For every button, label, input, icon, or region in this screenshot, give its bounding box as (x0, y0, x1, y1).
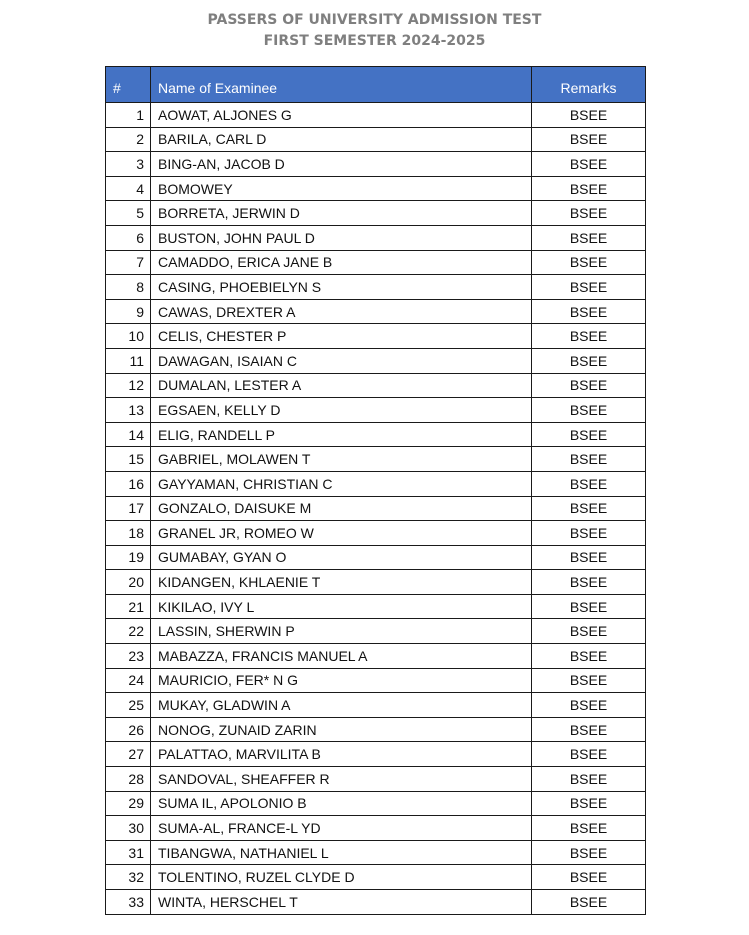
remarks-cell: BSEE (532, 152, 646, 177)
remarks-cell: BSEE (532, 521, 646, 546)
examinee-name-cell: GUMABAY, GYAN O (151, 545, 532, 570)
remarks-cell: BSEE (532, 496, 646, 521)
remarks-cell: BSEE (532, 398, 646, 423)
table-row (106, 422, 646, 447)
remarks-cell: BSEE (532, 127, 646, 152)
remarks-cell: BSEE (532, 422, 646, 447)
examinee-name-cell: TOLENTINO, RUZEL CLYDE D (151, 865, 532, 890)
row-number-cell: 7 (106, 250, 151, 275)
examinee-name-cell: KIKILAO, IVY L (151, 594, 532, 619)
remarks-cell: BSEE (532, 447, 646, 472)
table-row (106, 816, 646, 841)
examinee-name-cell: BING-AN, JACOB D (151, 152, 532, 177)
examinee-name-cell: CASING, PHOEBIELYN S (151, 275, 532, 300)
remarks-cell: BSEE (532, 668, 646, 693)
row-number-cell: 14 (106, 422, 151, 447)
remarks-cell: BSEE (532, 373, 646, 398)
remarks-cell: BSEE (532, 644, 646, 669)
table-row (106, 742, 646, 767)
table-row (106, 447, 646, 472)
row-number-cell: 6 (106, 225, 151, 250)
examinee-name-cell: DUMALAN, LESTER A (151, 373, 532, 398)
table-row (106, 299, 646, 324)
examinee-name-cell: BUSTON, JOHN PAUL D (151, 225, 532, 250)
examinee-name-cell: MUKAY, GLADWIN A (151, 693, 532, 718)
remarks-cell: BSEE (532, 176, 646, 201)
table-row (106, 225, 646, 250)
table-row (106, 398, 646, 423)
examinee-name-cell: CELIS, CHESTER P (151, 324, 532, 349)
remarks-cell: BSEE (532, 225, 646, 250)
examinee-name-cell: EGSAEN, KELLY D (151, 398, 532, 423)
row-number-cell: 15 (106, 447, 151, 472)
examinee-name-cell: GONZALO, DAISUKE M (151, 496, 532, 521)
column-header-remarks: Remarks (532, 67, 646, 103)
row-number-cell: 11 (106, 348, 151, 373)
table-row (106, 570, 646, 595)
examinee-name-cell: SANDOVAL, SHEAFFER R (151, 767, 532, 792)
table-row (106, 275, 646, 300)
row-number-cell: 16 (106, 471, 151, 496)
row-number-cell: 20 (106, 570, 151, 595)
table-row (106, 668, 646, 693)
remarks-cell: BSEE (532, 717, 646, 742)
remarks-cell: BSEE (532, 201, 646, 226)
row-number-cell: 1 (106, 103, 151, 128)
table-row (106, 103, 646, 128)
table-row (106, 471, 646, 496)
table-row (106, 521, 646, 546)
examinee-name-cell: DAWAGAN, ISAIAN C (151, 348, 532, 373)
document-subtitle: FIRST SEMESTER 2024-2025 (263, 33, 486, 49)
examinee-name-cell: BORRETA, JERWIN D (151, 201, 532, 226)
remarks-cell: BSEE (532, 865, 646, 890)
remarks-cell: BSEE (532, 816, 646, 841)
row-number-cell: 2 (106, 127, 151, 152)
row-number-cell: 24 (106, 668, 151, 693)
table-row (106, 152, 646, 177)
table-row (106, 545, 646, 570)
examinee-name-cell: LASSIN, SHERWIN P (151, 619, 532, 644)
table-row (106, 717, 646, 742)
examinee-name-cell: GABRIEL, MOLAWEN T (151, 447, 532, 472)
table-row (106, 840, 646, 865)
row-number-cell: 22 (106, 619, 151, 644)
remarks-cell: BSEE (532, 693, 646, 718)
remarks-cell: BSEE (532, 299, 646, 324)
row-number-cell: 12 (106, 373, 151, 398)
examinee-name-cell: AOWAT, ALJONES G (151, 103, 532, 128)
row-number-cell: 17 (106, 496, 151, 521)
examinee-name-cell: BARILA, CARL D (151, 127, 532, 152)
remarks-cell: BSEE (532, 619, 646, 644)
remarks-cell: BSEE (532, 767, 646, 792)
row-number-cell: 10 (106, 324, 151, 349)
remarks-cell: BSEE (532, 545, 646, 570)
remarks-cell: BSEE (532, 791, 646, 816)
row-number-cell: 31 (106, 840, 151, 865)
row-number-cell: 5 (106, 201, 151, 226)
row-number-cell: 26 (106, 717, 151, 742)
column-header-number: # (106, 67, 151, 103)
remarks-cell: BSEE (532, 570, 646, 595)
row-number-cell: 23 (106, 644, 151, 669)
row-number-cell: 32 (106, 865, 151, 890)
table-header-row (106, 67, 646, 103)
row-number-cell: 28 (106, 767, 151, 792)
row-number-cell: 9 (106, 299, 151, 324)
table-row (106, 127, 646, 152)
examinee-name-cell: CAMADDO, ERICA JANE B (151, 250, 532, 275)
table-row (106, 865, 646, 890)
row-number-cell: 21 (106, 594, 151, 619)
examinee-name-cell: GAYYAMAN, CHRISTIAN C (151, 471, 532, 496)
table-row (106, 176, 646, 201)
row-number-cell: 4 (106, 176, 151, 201)
row-number-cell: 30 (106, 816, 151, 841)
column-header-name: Name of Examinee (151, 67, 532, 103)
remarks-cell: BSEE (532, 742, 646, 767)
examinee-name-cell: GRANEL JR, ROMEO W (151, 521, 532, 546)
table-row (106, 496, 646, 521)
examinee-name-cell: CAWAS, DREXTER A (151, 299, 532, 324)
remarks-cell: BSEE (532, 275, 646, 300)
row-number-cell: 3 (106, 152, 151, 177)
examinee-name-cell: PALATTAO, MARVILITA B (151, 742, 532, 767)
table-row (106, 619, 646, 644)
examinee-name-cell: MAURICIO, FER* N G (151, 668, 532, 693)
row-number-cell: 25 (106, 693, 151, 718)
examinee-name-cell: MABAZZA, FRANCIS MANUEL A (151, 644, 532, 669)
examinee-name-cell: BOMOWEY (151, 176, 532, 201)
remarks-cell: BSEE (532, 324, 646, 349)
table-row (106, 791, 646, 816)
document-title: PASSERS OF UNIVERSITY ADMISSION TEST (207, 12, 542, 28)
examinee-name-cell: WINTA, HERSCHEL T (151, 890, 532, 915)
remarks-cell: BSEE (532, 103, 646, 128)
passers-table (105, 66, 646, 915)
table-row (106, 594, 646, 619)
table-row (106, 767, 646, 792)
row-number-cell: 33 (106, 890, 151, 915)
table-row (106, 324, 646, 349)
table-body (106, 103, 646, 915)
document-header (0, 10, 749, 52)
table-row (106, 250, 646, 275)
remarks-cell: BSEE (532, 840, 646, 865)
examinee-name-cell: ELIG, RANDELL P (151, 422, 532, 447)
table-row (106, 890, 646, 915)
examinee-name-cell: SUMA IL, APOLONIO B (151, 791, 532, 816)
remarks-cell: BSEE (532, 348, 646, 373)
remarks-cell: BSEE (532, 471, 646, 496)
row-number-cell: 27 (106, 742, 151, 767)
row-number-cell: 29 (106, 791, 151, 816)
table-row (106, 644, 646, 669)
table-row (106, 348, 646, 373)
examinee-name-cell: KIDANGEN, KHLAENIE T (151, 570, 532, 595)
table-row (106, 693, 646, 718)
remarks-cell: BSEE (532, 890, 646, 915)
examinee-name-cell: TIBANGWA, NATHANIEL L (151, 840, 532, 865)
examinee-name-cell: NONOG, ZUNAID ZARIN (151, 717, 532, 742)
row-number-cell: 18 (106, 521, 151, 546)
remarks-cell: BSEE (532, 250, 646, 275)
examinee-name-cell: SUMA-AL, FRANCE-L YD (151, 816, 532, 841)
remarks-cell: BSEE (532, 594, 646, 619)
row-number-cell: 13 (106, 398, 151, 423)
table-row (106, 373, 646, 398)
table-row (106, 201, 646, 226)
row-number-cell: 8 (106, 275, 151, 300)
row-number-cell: 19 (106, 545, 151, 570)
